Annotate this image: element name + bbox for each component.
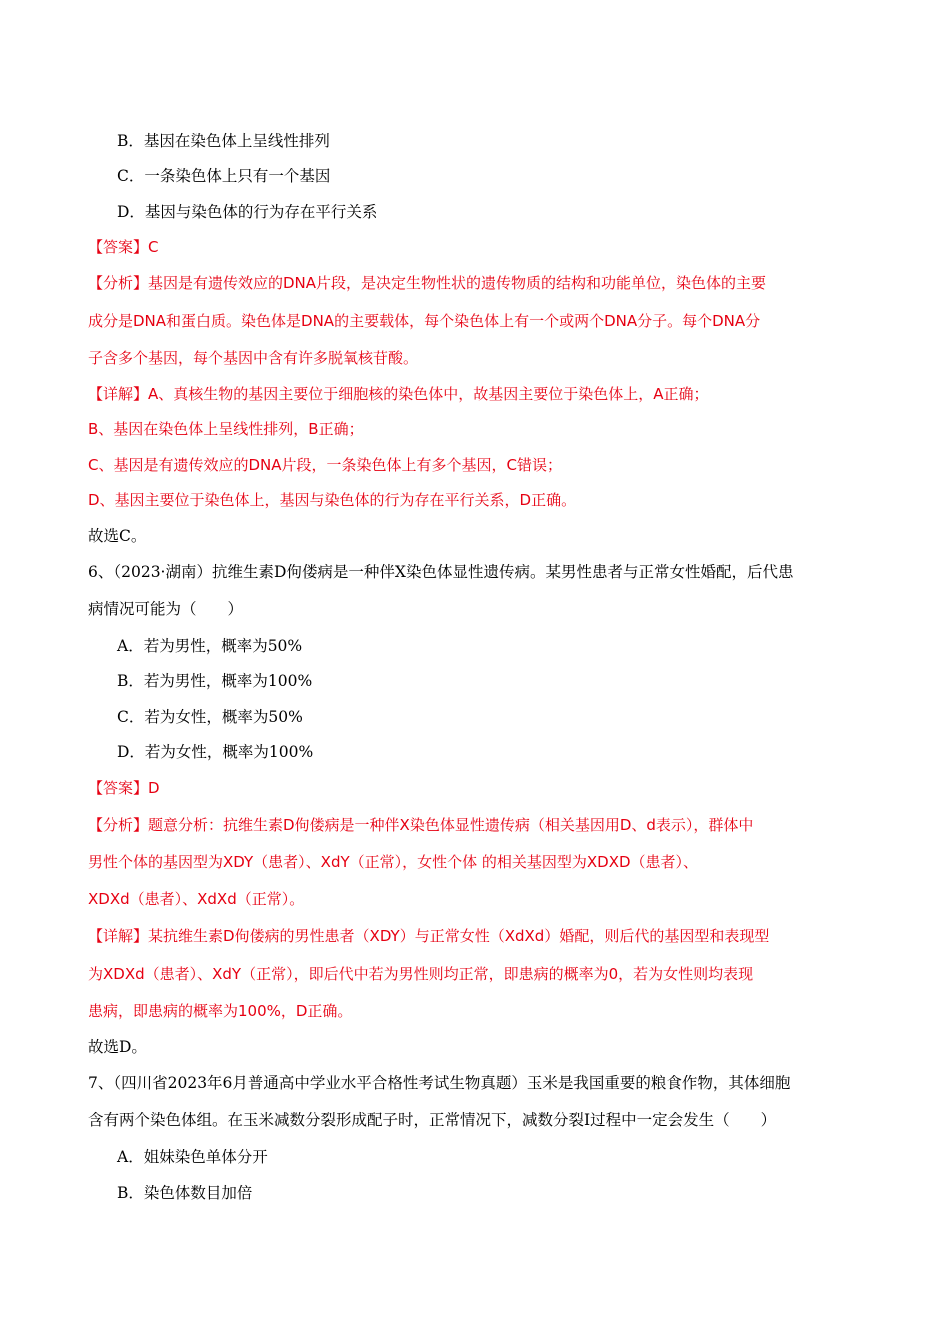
q6-analysis-line: 男性个体的基因型为XDY（患者）、XdY（正常），女性个体 的相关基因型为XDXD（患者）、 — [88, 853, 699, 871]
q5-option-c: C．一条染色体上只有一个基因 — [117, 167, 331, 185]
q5-answer: 【答案】C — [88, 238, 159, 256]
q6-analysis-line: XDXd（患者）、XdXd（正常）。 — [88, 890, 305, 908]
q6-option-b: B．若为男性，概率为100% — [117, 672, 313, 690]
q5-analysis-line: 【分析】基因是有遗传效应的DNA片段，是决定生物性状的遗传物质的结构和功能单位，染色体的主要 — [88, 274, 767, 292]
q6-option-d: D．若为女性，概率为100% — [117, 743, 314, 761]
q7-option-b: B．染色体数目加倍 — [117, 1184, 253, 1202]
q5-option-b: B．基因在染色体上呈线性排列 — [117, 132, 330, 150]
q6-detail-line: 为XDXd（患者）、XdY（正常），即后代中若为男性则均正常，即患病的概率为0，若为女性则均表现 — [88, 965, 754, 983]
q5-detail-line: D、基因主要位于染色体上，基因与染色体的行为存在平行关系，D正确。 — [88, 491, 577, 509]
q6-option-a: A．若为男性，概率为50% — [117, 637, 303, 655]
q5-detail-line: B、基因在染色体上呈线性排列，B正确； — [88, 420, 364, 438]
q6-stem-line: 病情况可能为（ ） — [88, 600, 244, 618]
q5-conclusion: 故选C。 — [88, 527, 147, 545]
q5-analysis-line: 子含多个基因，每个基因中含有许多脱氧核苷酸。 — [88, 349, 419, 367]
q6-analysis-line: 【分析】题意分析：抗维生素D佝偻病是一种伴X染色体显性遗传病（相关基因用D、d表示），群体中 — [88, 816, 754, 834]
q5-option-d: D．基因与染色体的行为存在平行关系 — [117, 203, 378, 221]
q5-analysis-line: 成分是DNA和蛋白质。染色体是DNA的主要载体，每个染色体上有一个或两个DNA分子。每个DNA分 — [88, 312, 761, 330]
q6-option-c: C．若为女性，概率为50% — [117, 708, 303, 726]
q6-detail-line: 【详解】某抗维生素D佝偻病的男性患者（XDY）与正常女性（XdXd）婚配，则后代的基因型和表现型 — [88, 927, 770, 945]
q6-answer: 【答案】D — [88, 779, 160, 797]
q7-option-a: A．姐妹染色单体分开 — [117, 1148, 268, 1166]
q6-stem-line: 6、（2023·湖南）抗维生素D佝偻病是一种伴X染色体显性遗传病。某男性患者与正常女性婚配，后代患 — [88, 563, 794, 581]
q6-detail-line: 患病，即患病的概率为100%，D正确。 — [88, 1002, 353, 1020]
q5-detail-line: 【详解】A、真核生物的基因主要位于细胞核的染色体中，故基因主要位于染色体上，A正确； — [88, 385, 709, 403]
q7-stem-line: 7、（四川省2023年6月普通高中学业水平合格性考试生物真题）玉米是我国重要的粮食作物，其体细胞 — [88, 1074, 791, 1092]
q5-detail-line: C、基因是有遗传效应的DNA片段，一条染色体上有多个基因，C错误； — [88, 456, 562, 474]
q7-stem-line: 含有两个染色体组。在玉米减数分裂形成配子时，正常情况下，减数分裂Ⅰ过程中一定会发生（ ） — [88, 1111, 777, 1129]
q6-conclusion: 故选D。 — [88, 1038, 147, 1056]
